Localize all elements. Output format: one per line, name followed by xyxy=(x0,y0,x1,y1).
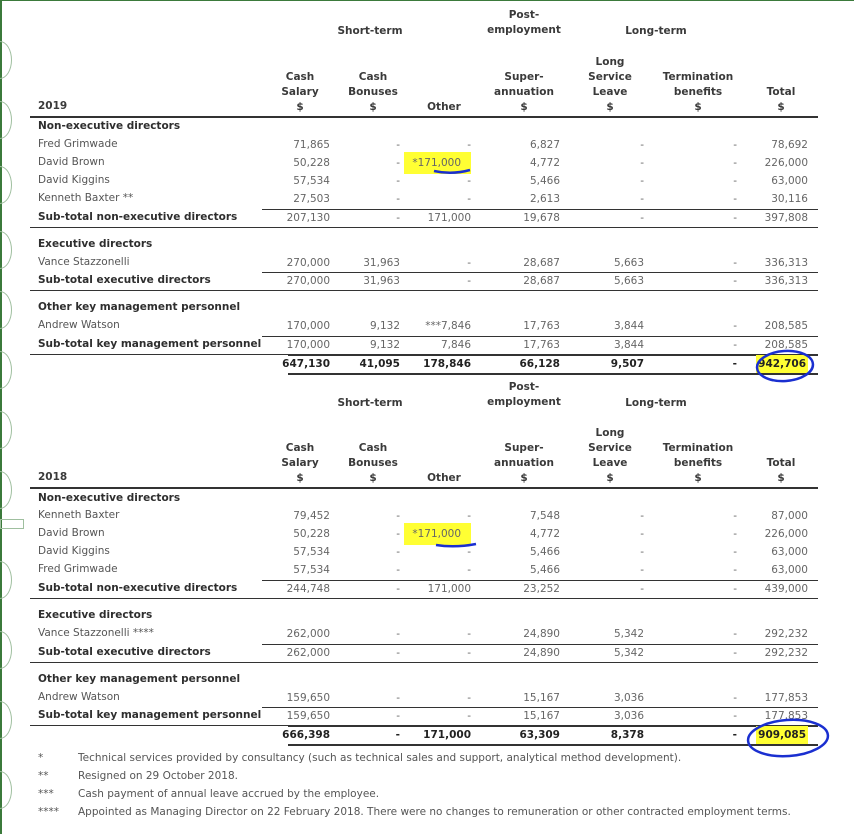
column-header-line: $ xyxy=(694,472,702,484)
subtotal-cell: 17,763 xyxy=(523,339,560,351)
row-label: David Kiggins xyxy=(38,545,110,557)
table-rule xyxy=(262,209,818,210)
column-header-line: Service xyxy=(588,71,632,83)
row-label: Kenneth Baxter xyxy=(38,509,120,521)
table-cell: 7,548 xyxy=(529,510,560,522)
column-header-line: Other xyxy=(427,101,461,113)
table-cell: 63,000 xyxy=(771,546,808,558)
table-cell: 30,116 xyxy=(771,193,808,205)
subtotal-cell: - xyxy=(467,275,471,287)
table-rule xyxy=(262,272,818,273)
subtotal-cell: - xyxy=(733,212,737,224)
subtotal-cell: - xyxy=(733,275,737,287)
table-cell: - xyxy=(733,320,737,332)
column-header-line: $ xyxy=(777,101,785,113)
table-cell: - xyxy=(467,546,471,558)
binder-ring-decoration xyxy=(0,701,12,739)
column-header-line: Other xyxy=(427,472,461,484)
column-header-line: $ xyxy=(296,472,304,484)
row-label: Kenneth Baxter ** xyxy=(38,192,134,204)
table-cell: - xyxy=(396,692,400,704)
table-cell: - xyxy=(396,175,400,187)
binder-ring-decoration xyxy=(0,561,12,599)
subtotal-cell: - xyxy=(640,583,644,595)
table-cell: - xyxy=(396,139,400,151)
column-header xyxy=(399,100,489,115)
column-header-line: Service xyxy=(588,442,632,454)
table-cell: ***7,846 xyxy=(425,320,471,332)
table-cell: - xyxy=(640,528,644,540)
subtotal-cell: 292,232 xyxy=(764,647,808,659)
subtotal-cell: - xyxy=(467,647,471,659)
subtotal-cell: 262,000 xyxy=(286,647,330,659)
column-header-line: $ xyxy=(369,472,377,484)
table-cell: - xyxy=(733,628,737,640)
table-cell: 226,000 xyxy=(764,157,808,169)
group-header-long-term: Long-term xyxy=(625,397,687,409)
table-cell: 63,000 xyxy=(771,175,808,187)
table-cell: - xyxy=(396,193,400,205)
column-header-line: benefits xyxy=(673,457,723,469)
column-header-line: Cash xyxy=(285,442,315,454)
table-cell: 3,036 xyxy=(613,692,644,704)
column-header-line: $ xyxy=(296,101,304,113)
row-label: Andrew Watson xyxy=(38,691,120,703)
table-cell: - xyxy=(467,510,471,522)
table-cell: 17,763 xyxy=(523,320,560,332)
grand-total-cell: 942,706 xyxy=(756,355,808,373)
table-cell: 57,534 xyxy=(293,175,330,187)
column-header-line: Bonuses xyxy=(348,457,398,469)
table-cell: - xyxy=(467,175,471,187)
table-cell: - xyxy=(733,564,737,576)
column-header-line: Leave xyxy=(592,86,628,98)
column-header xyxy=(479,441,569,486)
total-cell: - xyxy=(732,358,737,370)
table-rule xyxy=(288,726,818,727)
total-cell: 178,846 xyxy=(423,358,471,370)
table-rule xyxy=(262,336,818,337)
subtotal-label: Sub-total executive directors xyxy=(38,274,211,286)
total-cell: 66,128 xyxy=(519,358,560,370)
table-cell: 177,853 xyxy=(764,692,808,704)
section-title: Other key management personnel xyxy=(38,301,241,313)
subtotal-cell: - xyxy=(733,583,737,595)
section-title: Non-executive directors xyxy=(38,492,181,504)
column-header-line: Cash xyxy=(358,442,388,454)
group-header-short-term: Short-term xyxy=(337,397,403,409)
table-cell: - xyxy=(467,139,471,151)
total-cell: - xyxy=(395,729,400,741)
subtotal-cell: 170,000 xyxy=(286,339,330,351)
row-label: Vance Stazzonelli **** xyxy=(38,627,154,639)
total-cell: 171,000 xyxy=(423,729,471,741)
table-cell: 270,000 xyxy=(286,257,330,269)
table-cell: 57,534 xyxy=(293,546,330,558)
group-header-line: Post- xyxy=(508,9,540,21)
subtotal-cell: - xyxy=(733,710,737,722)
column-header-line: Cash xyxy=(285,71,315,83)
column-header xyxy=(653,441,743,486)
binder-ring-decoration xyxy=(0,166,12,204)
column-header-line: $ xyxy=(777,472,785,484)
table-cell: - xyxy=(467,564,471,576)
subtotal-cell: 5,342 xyxy=(613,647,644,659)
table-cell: 9,132 xyxy=(369,320,400,332)
table-cell: 3,844 xyxy=(613,320,644,332)
table-rule xyxy=(262,580,818,581)
binder-ring-decoration xyxy=(0,351,12,389)
total-cell: - xyxy=(732,729,737,741)
total-cell: 41,095 xyxy=(359,358,400,370)
table-cell: - xyxy=(640,564,644,576)
table-cell: - xyxy=(733,257,737,269)
section-title: Non-executive directors xyxy=(38,120,181,132)
table-cell: *171,000 xyxy=(404,523,471,545)
column-header-line: Salary xyxy=(281,86,319,98)
column-header-line: Termination xyxy=(662,442,734,454)
table-cell: 87,000 xyxy=(771,510,808,522)
row-label: David Brown xyxy=(38,156,105,168)
total-cell: 647,130 xyxy=(282,358,330,370)
table-rule xyxy=(262,707,818,708)
column-header-line: $ xyxy=(606,472,614,484)
section-title: Other key management personnel xyxy=(38,673,241,685)
table-cell: 2,613 xyxy=(529,193,560,205)
footnote-text: Appointed as Managing Director on 22 February 2018. There were no changes to remuneration or other contracted employment terms. xyxy=(78,806,791,818)
subtotal-cell: 3,844 xyxy=(613,339,644,351)
table-cell: 31,963 xyxy=(363,257,400,269)
table-cell: - xyxy=(733,157,737,169)
group-header-line: Post- xyxy=(508,381,540,393)
total-cell: 666,398 xyxy=(282,729,330,741)
subtotal-label: Sub-total key management personnel xyxy=(38,709,262,721)
table-cell: - xyxy=(640,546,644,558)
row-label: Fred Grimwade xyxy=(38,138,118,150)
column-header-line: Bonuses xyxy=(348,86,398,98)
table-cell: - xyxy=(733,139,737,151)
subtotal-cell: 9,132 xyxy=(369,339,400,351)
subtotal-cell: - xyxy=(640,212,644,224)
subtotal-cell: 159,650 xyxy=(286,710,330,722)
table-rule xyxy=(262,644,818,645)
column-header-line: Salary xyxy=(281,457,319,469)
table-cell: - xyxy=(640,193,644,205)
binder-ring-decoration xyxy=(0,291,12,329)
table-cell: - xyxy=(733,692,737,704)
subtotal-cell: 397,808 xyxy=(764,212,808,224)
subtotal-cell: - xyxy=(396,212,400,224)
table-cell: 28,687 xyxy=(523,257,560,269)
subtotal-label: Sub-total non-executive directors xyxy=(38,211,238,223)
table-cell: - xyxy=(733,193,737,205)
column-header-line: Total xyxy=(766,457,796,469)
table-cell: 4,772 xyxy=(529,528,560,540)
subtotal-cell: 244,748 xyxy=(286,583,330,595)
subtotal-cell: 7,846 xyxy=(440,339,471,351)
footnote-mark: **** xyxy=(38,806,59,818)
table-cell: - xyxy=(733,175,737,187)
binder-ring-decoration xyxy=(0,231,12,269)
column-header-line: Total xyxy=(766,86,796,98)
column-header-line: Long xyxy=(595,427,625,439)
table-rule xyxy=(288,744,818,746)
table-rule xyxy=(288,355,818,356)
footnote-mark: *** xyxy=(38,788,54,800)
table-cell: 262,000 xyxy=(286,628,330,640)
table-rule xyxy=(30,227,818,228)
table-year: 2019 xyxy=(38,100,68,112)
subtotal-label: Sub-total non-executive directors xyxy=(38,582,238,594)
table-cell: - xyxy=(467,692,471,704)
column-header xyxy=(736,85,826,115)
table-cell: 159,650 xyxy=(286,692,330,704)
subtotal-cell: - xyxy=(733,647,737,659)
column-header-line: annuation xyxy=(494,86,554,98)
table-cell: 15,167 xyxy=(523,692,560,704)
row-label: Fred Grimwade xyxy=(38,563,118,575)
column-header-line: Cash xyxy=(358,71,388,83)
table-cell: 208,585 xyxy=(764,320,808,332)
column-header-line: $ xyxy=(369,101,377,113)
binder-ring-decoration xyxy=(0,101,12,139)
group-header-short-term: Short-term xyxy=(337,25,403,37)
table-cell: - xyxy=(467,257,471,269)
column-header xyxy=(653,70,743,115)
table-rule xyxy=(30,598,818,599)
row-label: Andrew Watson xyxy=(38,319,120,331)
table-cell: - xyxy=(396,510,400,522)
table-cell: 71,865 xyxy=(293,139,330,151)
table-cell: 170,000 xyxy=(286,320,330,332)
table-rule xyxy=(30,290,818,291)
table-cell: - xyxy=(640,510,644,522)
column-header-line: Super- xyxy=(504,442,544,454)
table-cell: 78,692 xyxy=(771,139,808,151)
subtotal-cell: 208,585 xyxy=(764,339,808,351)
table-rule xyxy=(30,487,818,489)
table-cell: - xyxy=(640,175,644,187)
section-title: Executive directors xyxy=(38,238,153,250)
table-cell: - xyxy=(640,157,644,169)
table-cell: - xyxy=(733,528,737,540)
subtotal-cell: - xyxy=(396,583,400,595)
table-year: 2018 xyxy=(38,471,68,483)
section-title: Executive directors xyxy=(38,609,153,621)
column-header-line: $ xyxy=(694,101,702,113)
table-cell: - xyxy=(467,193,471,205)
table-cell: - xyxy=(467,628,471,640)
table-cell: 5,466 xyxy=(529,564,560,576)
tab-marker-decoration xyxy=(0,519,24,529)
subtotal-cell: 171,000 xyxy=(427,212,471,224)
table-cell: - xyxy=(733,510,737,522)
subtotal-cell: 336,313 xyxy=(764,275,808,287)
table-cell: - xyxy=(640,139,644,151)
subtotal-cell: 177,853 xyxy=(764,710,808,722)
table-rule xyxy=(288,373,818,375)
table-cell: 24,890 xyxy=(523,628,560,640)
subtotal-cell: 28,687 xyxy=(523,275,560,287)
footnote-text: Cash payment of annual leave accrued by the employee. xyxy=(78,788,380,800)
table-cell: 63,000 xyxy=(771,564,808,576)
subtotal-cell: 3,036 xyxy=(613,710,644,722)
column-header-line: $ xyxy=(520,101,528,113)
table-cell: - xyxy=(396,528,400,540)
subtotal-label: Sub-total key management personnel xyxy=(38,338,262,350)
table-cell: 57,534 xyxy=(293,564,330,576)
total-cell: 9,507 xyxy=(610,358,644,370)
subtotal-cell: 15,167 xyxy=(523,710,560,722)
column-header xyxy=(736,456,826,486)
column-header-line: Termination xyxy=(662,71,734,83)
table-cell: - xyxy=(396,157,400,169)
table-cell: 5,466 xyxy=(529,175,560,187)
footnote-text: Technical services provided by consultancy (such as technical sales and support, analytical method development). xyxy=(78,752,682,764)
table-cell: 27,503 xyxy=(293,193,330,205)
table-cell: 292,232 xyxy=(764,628,808,640)
footnote-mark: ** xyxy=(38,770,49,782)
subtotal-cell: 270,000 xyxy=(286,275,330,287)
table-cell: - xyxy=(396,628,400,640)
table-cell: - xyxy=(396,564,400,576)
table-cell: - xyxy=(396,546,400,558)
subtotal-cell: - xyxy=(733,339,737,351)
subtotal-label: Sub-total executive directors xyxy=(38,646,211,658)
subtotal-cell: 23,252 xyxy=(523,583,560,595)
binder-ring-decoration xyxy=(0,471,12,509)
column-header xyxy=(399,471,489,486)
subtotal-cell: 5,663 xyxy=(613,275,644,287)
binder-ring-decoration xyxy=(0,771,12,809)
group-header-line: employment xyxy=(487,396,561,408)
table-cell: 5,466 xyxy=(529,546,560,558)
table-cell: 50,228 xyxy=(293,157,330,169)
subtotal-cell: 171,000 xyxy=(427,583,471,595)
binder-ring-decoration xyxy=(0,631,12,669)
column-header-line: Super- xyxy=(504,71,544,83)
column-header xyxy=(479,70,569,115)
row-label: Vance Stazzonelli xyxy=(38,256,130,268)
column-header xyxy=(565,426,655,486)
subtotal-cell: - xyxy=(396,647,400,659)
table-cell: 6,827 xyxy=(529,139,560,151)
subtotal-cell: 207,130 xyxy=(286,212,330,224)
column-header-line: benefits xyxy=(673,86,723,98)
table-cell: 226,000 xyxy=(764,528,808,540)
binder-ring-decoration xyxy=(0,411,12,449)
column-header xyxy=(565,55,655,115)
subtotal-cell: 31,963 xyxy=(363,275,400,287)
total-cell: 8,378 xyxy=(610,729,644,741)
subtotal-cell: 439,000 xyxy=(764,583,808,595)
table-rule xyxy=(30,116,818,118)
footnote-mark: * xyxy=(38,752,44,764)
column-header-line: $ xyxy=(606,101,614,113)
grand-total-cell: 909,085 xyxy=(756,726,808,744)
table-rule xyxy=(30,662,818,663)
table-cell: 5,342 xyxy=(613,628,644,640)
row-label: David Brown xyxy=(38,527,105,539)
table-cell: 79,452 xyxy=(293,510,330,522)
column-header-line: annuation xyxy=(494,457,554,469)
subtotal-cell: - xyxy=(396,710,400,722)
column-header-line: $ xyxy=(520,472,528,484)
table-cell: - xyxy=(733,546,737,558)
footnote-text: Resigned on 29 October 2018. xyxy=(78,770,238,782)
group-header-line: employment xyxy=(487,24,561,36)
total-cell: 63,309 xyxy=(519,729,560,741)
group-header-post-employment xyxy=(484,380,564,410)
table-cell: 50,228 xyxy=(293,528,330,540)
row-label: David Kiggins xyxy=(38,174,110,186)
binder-ring-decoration xyxy=(0,41,12,79)
subtotal-cell: 24,890 xyxy=(523,647,560,659)
group-header-post-employment xyxy=(484,8,564,38)
subtotal-cell: 19,678 xyxy=(523,212,560,224)
table-cell: *171,000 xyxy=(404,152,471,174)
table-cell: 5,663 xyxy=(613,257,644,269)
group-header-long-term: Long-term xyxy=(625,25,687,37)
subtotal-cell: - xyxy=(467,710,471,722)
table-cell: 4,772 xyxy=(529,157,560,169)
column-header-line: Leave xyxy=(592,457,628,469)
table-cell: 336,313 xyxy=(764,257,808,269)
column-header-line: Long xyxy=(595,56,625,68)
